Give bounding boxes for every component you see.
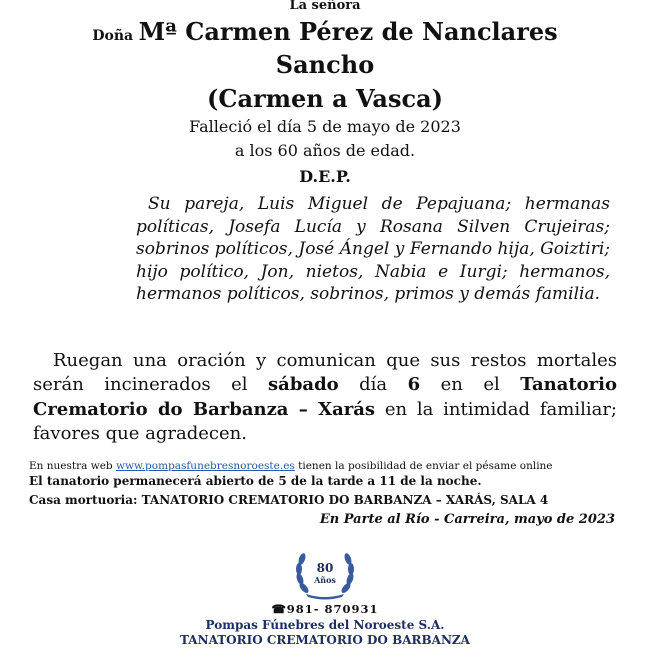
deceased-name-line1 (0, 17, 650, 46)
name-main: Mª Carmen Pérez de Nanclares (138, 17, 558, 46)
prayer-place: Tanatorio Crematorio do Barbanza – Xarás (33, 374, 617, 420)
mortuary-label: Casa mortuoria: (29, 493, 138, 507)
company-name: Pompas Fúnebres del Noroeste S.A. (205, 618, 445, 632)
mortuary-line (29, 493, 548, 507)
prayer-paragraph (33, 349, 617, 446)
name-prefix: Doña (92, 28, 134, 44)
prayer-text-3: en el (420, 374, 521, 396)
logo-word: Años (314, 575, 336, 585)
prayer-date: 6 (407, 374, 421, 396)
prayer-text-1: Ruegan una oración y comunican que sus restos mortales serán incinerados el (33, 350, 617, 396)
laurel-icon (292, 548, 358, 600)
deceased-alias: (Carmen a Vasca) (206, 84, 444, 113)
age-at-death: a los 60 años de edad. (234, 141, 416, 160)
phone-line (0, 602, 650, 616)
deceased-name-line2: Sancho (275, 50, 375, 79)
web-prefix: En nuestra web (29, 460, 113, 472)
intro-label: La señora (289, 0, 361, 13)
logo-number: 80 (316, 561, 334, 575)
prayer-day: sábado (268, 374, 339, 396)
web-note (29, 460, 553, 472)
opening-hours: El tanatorio permanecerá abierto de 5 de la tarde a 11 de la noche. (29, 474, 482, 488)
web-suffix: tienen la posibilidad de enviar el pésame online (298, 460, 553, 472)
phone-icon: ☎ (271, 602, 287, 616)
rip-label: D.E.P. (299, 167, 351, 186)
prayer-text-2: día (338, 374, 408, 396)
mortuary-value: TANATORIO CREMATORIO DO BARBANZA – XARÁS, SALA 4 (141, 493, 549, 507)
death-date: Falleció el día 5 de mayo de 2023 (189, 117, 461, 136)
web-link[interactable]: www.pompasfunebresnoroeste.es (116, 460, 295, 472)
tanatorio-name: TANATORIO CREMATORIO DO BARBANZA (180, 633, 470, 647)
family-paragraph: Su pareja, Luis Miguel de Pepajuana; hermanas políticas, Josefa Lucía y Rosana Silven Crujeiras; sobrinos políticos, José Ángel y Fernando hija, Goiztiri; hijo político, Jon, nietos, Nabia e Iurgi; hermanos, hermanos políticos, sobrinos, primos y demás familia. (136, 194, 610, 305)
prayer-text-4: en la intimidad familiar; favores que agradecen. (33, 398, 617, 444)
place-date: En Parte al Río - Carreira, mayo de 2023 (319, 512, 615, 527)
phone-number: 981- 870931 (286, 602, 379, 616)
anniversary-logo (292, 548, 358, 600)
